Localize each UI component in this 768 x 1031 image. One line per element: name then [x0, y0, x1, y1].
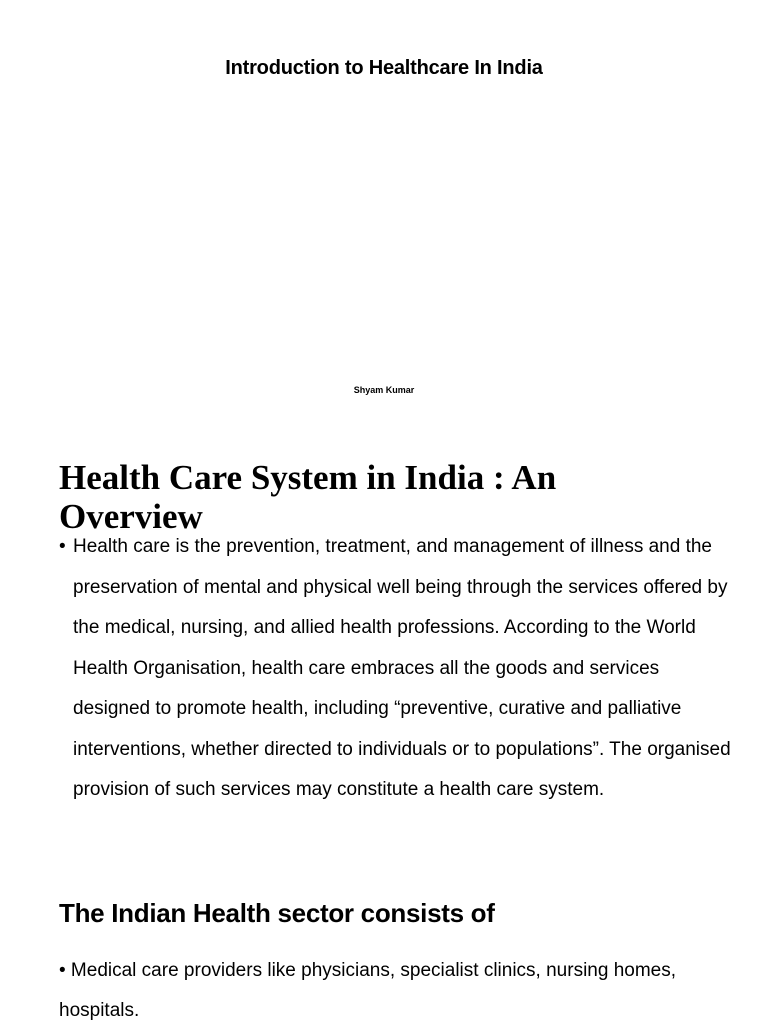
- list-item: • Medical care providers like physicians, specialist clinics, nursing homes, hospitals.: [59, 960, 677, 1021]
- author-name: Shyam Kumar: [353, 385, 415, 395]
- overview-heading: Health Care System in India : An Overview: [59, 458, 557, 536]
- overview-paragraph: Health care is the prevention, treatment, and management of illness and the preservation of mental and physical well being through the services offered by the medical, nursing, and allied health professions. According to the World Health Organisation, health care embraces all the goods and services designed to promote health, including “preventive, curative and palliative interventions, whether directed to individuals or to populations”. The organised provision of such services may constitute a health care system.: [73, 536, 731, 800]
- bullet-icon: •: [59, 536, 66, 557]
- sector-heading: The Indian Health sector consists of: [59, 898, 495, 928]
- overview-bullet: [59, 527, 739, 811]
- document-title: Introduction to Healthcare In India: [225, 57, 543, 79]
